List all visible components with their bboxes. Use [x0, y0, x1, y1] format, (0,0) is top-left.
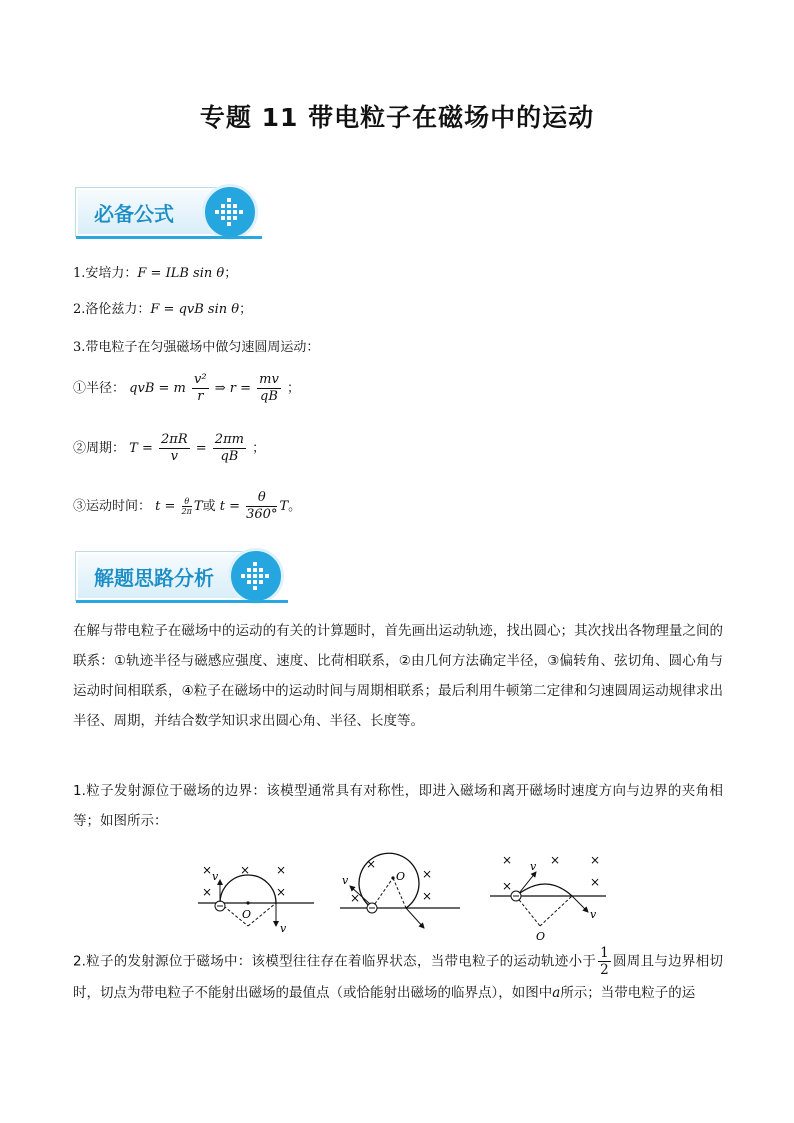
formula-label: ②周期：	[73, 441, 126, 456]
formula-end: ；	[224, 266, 238, 281]
fraction-num: v²	[194, 372, 207, 387]
fraction	[246, 490, 277, 523]
field-cross: ×	[422, 867, 433, 881]
field-cross: ×	[240, 863, 251, 877]
fraction-num: 1	[600, 945, 609, 961]
field-cross: ×	[202, 863, 213, 877]
fraction-den: v	[170, 449, 178, 464]
dot-grid-icon	[202, 184, 258, 240]
fraction	[213, 432, 246, 465]
formula-label: ①半径：	[73, 381, 126, 396]
formula-radius	[73, 372, 300, 405]
fraction-num: 2πR	[161, 432, 188, 447]
fraction-num: 2πm	[214, 432, 244, 447]
boundary-figures	[190, 848, 610, 948]
formula-expr: F = qvB sin θ	[150, 302, 240, 317]
formula-lorentz	[73, 298, 252, 317]
center-label: O	[536, 930, 546, 943]
formula-end: ；	[286, 381, 300, 396]
fraction-den: 360°	[246, 507, 278, 522]
figure-1	[198, 863, 314, 935]
fraction	[182, 497, 192, 516]
velocity-label: v	[590, 908, 597, 921]
formula-expr: F = ILB sin θ	[137, 266, 225, 281]
field-cross: ×	[366, 857, 377, 871]
formula-expr: T	[193, 499, 203, 514]
banner-label: 解题思路分析	[94, 566, 214, 590]
field-cross: ×	[590, 853, 601, 867]
center-label: O	[242, 908, 252, 921]
field-cross: ×	[350, 891, 361, 905]
fraction-den: qB	[260, 389, 278, 404]
formula-expr: t =	[155, 499, 176, 514]
formula-expr: t =	[219, 499, 240, 514]
field-cross: ×	[590, 875, 601, 889]
banner-underline	[76, 600, 288, 603]
page-title: 专题 11 带电粒子在磁场中的运动	[199, 103, 595, 132]
analysis-item-1: 1.粒子发射源位于磁场的边界：该模型通常具有对称性，即进入磁场和离开磁场时速度方向与边界的夹角相等；如图所示：	[73, 783, 723, 829]
fraction-den: r	[197, 389, 204, 404]
formula-expr: ⇒ r =	[214, 381, 251, 396]
fraction	[159, 432, 190, 465]
fraction-den: 2π	[181, 507, 192, 516]
item2-text: 2.粒子的发射源位于磁场中：该模型往往存在着临界状态，当带电粒子的运动轨迹小于	[73, 953, 597, 970]
section-banner-formulas	[76, 182, 266, 244]
formula-expr: =	[195, 441, 207, 456]
fraction-num: θ	[246, 490, 277, 507]
section-banner-analysis	[76, 546, 288, 608]
center-label: O	[396, 870, 406, 883]
fraction-num: θ	[182, 497, 192, 507]
item2-text: 所示；当带电粒子的运	[560, 985, 696, 1001]
velocity-label: v	[280, 922, 287, 935]
analysis-paragraph: 在解与带电粒子在磁场中的运动的有关的计算题时，首先画出运动轨迹，找出圆心；其次找出各物理量之间的联系：①轨迹半径与磁感应强度、速度、比荷相联系，②由几何方法确定半径，③偏转角、弦切角、圆心角与运动时间相联系，④粒子在磁场中的运动时间与周期相联系；最后利用牛顿第二定律和匀速圆周运动规律求出半径、周期，并结合数学知识求出圆心角、半径、长度等。	[73, 623, 723, 729]
field-cross: ×	[502, 853, 513, 867]
velocity-label: v	[530, 860, 537, 873]
formula-end: ；	[252, 441, 266, 456]
figure-3	[490, 853, 606, 943]
figure-2	[340, 853, 460, 928]
formula-ampere	[73, 262, 237, 281]
field-cross: ×	[422, 889, 433, 903]
item2-var: a	[552, 985, 561, 1001]
formula-text: 3.带电粒子在匀强磁场中做匀速圆周运动：	[73, 340, 320, 355]
formula-expr: qvB = m	[129, 381, 186, 396]
formula-expr: T	[279, 499, 289, 514]
dot-grid-icon	[228, 548, 284, 604]
velocity-label: v	[212, 870, 219, 883]
field-cross: ×	[550, 853, 561, 867]
banner-tag	[76, 188, 222, 236]
formula-text: 或	[202, 499, 216, 514]
fraction-den: 2	[600, 962, 609, 978]
formula-expr: T =	[129, 441, 153, 456]
field-cross: ×	[276, 863, 287, 877]
formula-circular-intro	[73, 336, 319, 355]
fraction-num: mv	[259, 372, 279, 387]
banner-tag	[76, 552, 244, 600]
field-cross: ×	[202, 885, 213, 899]
fraction	[257, 372, 281, 405]
figure-group	[190, 848, 610, 948]
item2-text: 圆周且与边界相切时，切点为带电粒子不能射出磁场的最值点（或恰能射出磁场的临界点），如图中	[73, 953, 723, 1001]
fraction	[192, 372, 209, 405]
fraction-den: qB	[220, 449, 239, 464]
formula-end: ；	[239, 302, 253, 317]
formula-label: ③运动时间：	[73, 499, 152, 514]
field-cross: ×	[502, 879, 513, 893]
formula-period	[73, 432, 265, 465]
analysis-item-2	[73, 945, 723, 1008]
formula-label: 1.安培力：	[73, 266, 138, 281]
banner-underline	[76, 236, 262, 239]
fraction-half	[598, 945, 611, 978]
velocity-label: v	[342, 874, 349, 887]
field-cross: ×	[276, 885, 287, 899]
formula-time	[73, 490, 301, 523]
formula-label: 2.洛伦兹力：	[73, 302, 151, 317]
banner-label: 必备公式	[94, 202, 174, 226]
formula-end: 。	[288, 499, 302, 514]
